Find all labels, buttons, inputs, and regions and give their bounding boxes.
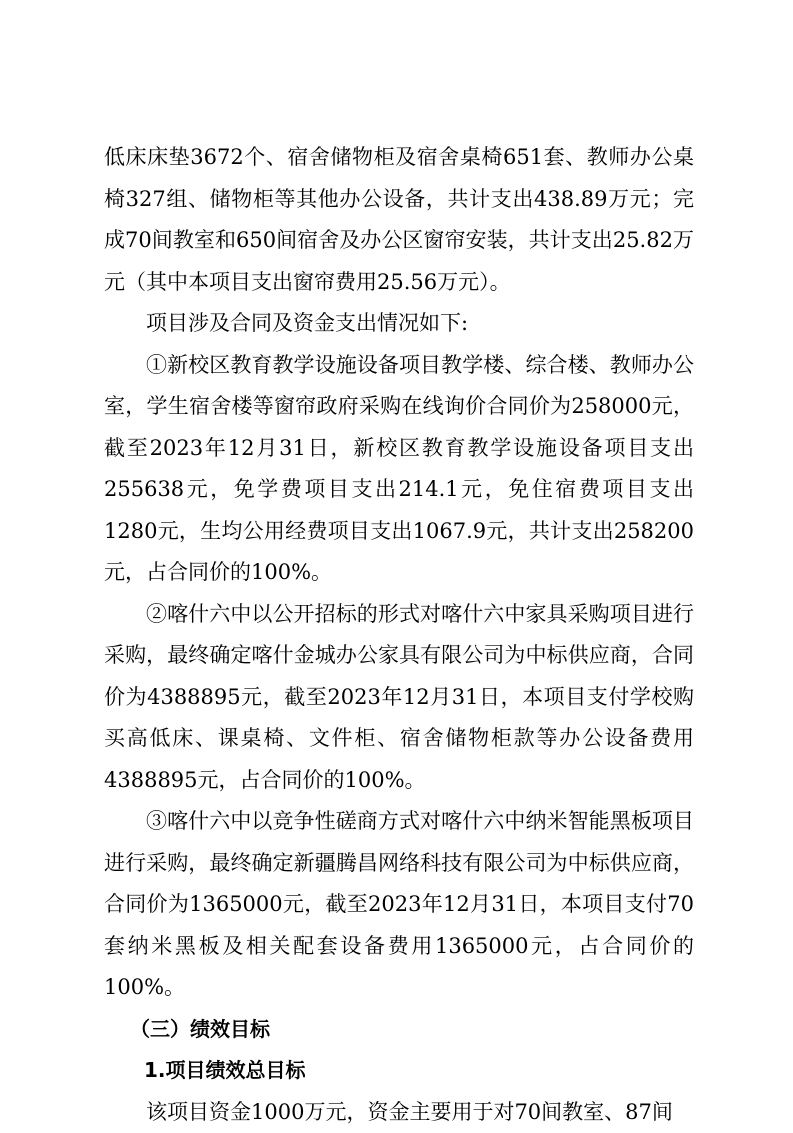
paragraph-funding-usage: 该项目资金1000万元，资金主要用于对70间教室、87间 xyxy=(104,1092,694,1133)
paragraph-blackboard-contract: ③喀什六中以竞争性磋商方式对喀什六中纳米智能黑板项目进行采购，最终确定新疆腾昌网络科技有限公司为中标供应商，合同价为1365000元，截至2023年12月31日，本项目支付70套纳米黑板及相关配套设备费用1365000元，占合同价的100%。 xyxy=(104,801,694,1009)
paragraph-furniture-contract: ②喀什六中以公开招标的形式对喀什六中家具采购项目进行采购，最终确定喀什金城办公家具有限公司为中标供应商，合同价为4388895元，截至2023年12月31日，本项目支付学校购买高低床、课桌椅、文件柜、宿舍储物柜款等办公设备费用4388895元，占合同价的100%。 xyxy=(104,594,694,802)
paragraph-curtain-contract: ①新校区教育教学设施设备项目教学楼、综合楼、教师办公室，学生宿舍楼等窗帘政府采购在线询价合同价为258000元，截至2023年12月31日，新校区教育教学设施设备项目支出255638元，免学费项目支出214.1元，免住宿费项目支出1280元，生均公用经费项目支出1067.9元，共计支出258200元，占合同价的100%。 xyxy=(104,345,694,594)
paragraph-contract-intro: 项目涉及合同及资金支出情况如下: xyxy=(104,303,694,345)
section-heading-performance-goals: （三）绩效目标 xyxy=(104,1009,694,1051)
document-body xyxy=(104,137,694,1133)
paragraph-equipment-summary: 低床床垫3672个、宿舍储物柜及宿舍桌椅651套、教师办公桌椅327组、储物柜等其他办公设备，共计支出438.89万元；完成70间教室和650间宿舍及办公区窗帘安装，共计支出25.82万元（其中本项目支出窗帘费用25.56万元）。 xyxy=(104,137,694,303)
subsection-heading-overall-goal: 1.项目绩效总目标 xyxy=(104,1050,694,1092)
